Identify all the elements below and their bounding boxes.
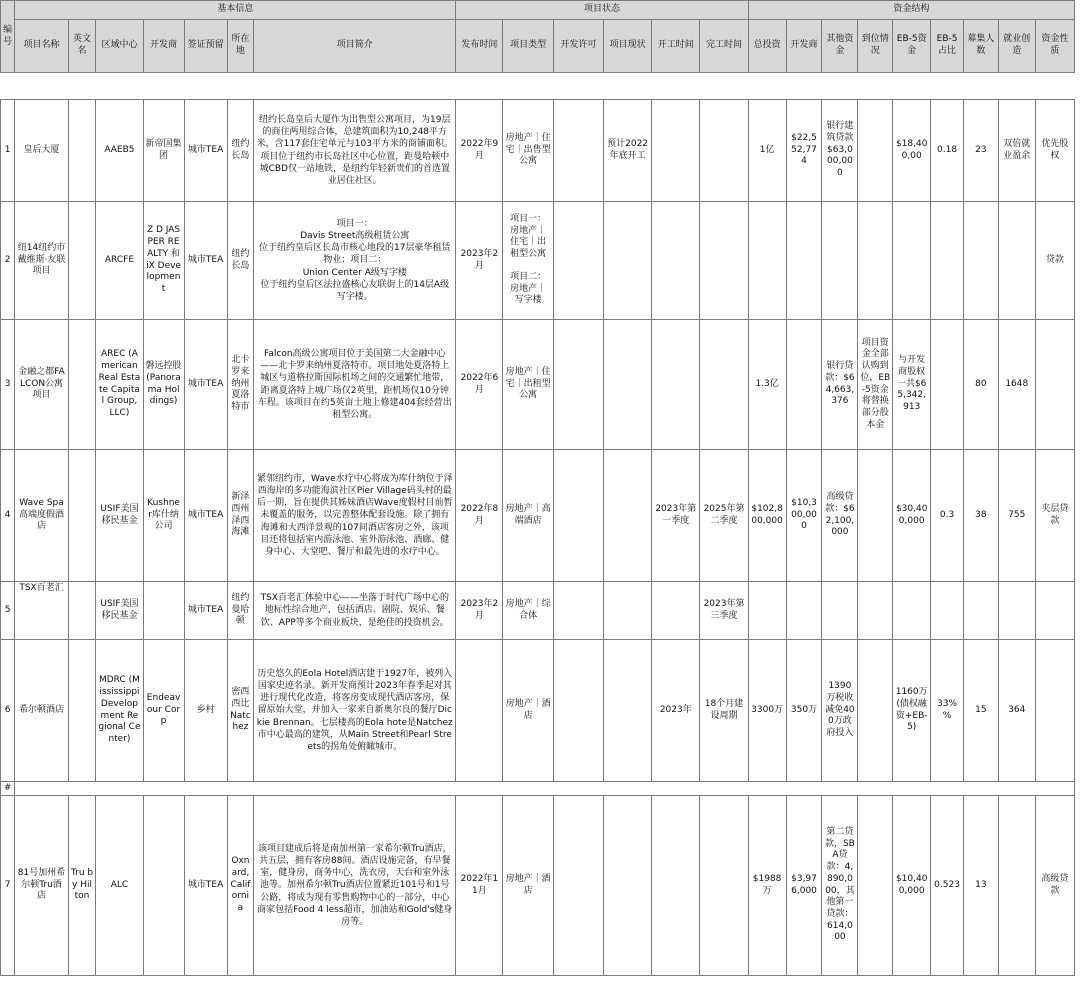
cell-dev-fund <box>786 582 822 640</box>
cell-permit <box>553 450 603 582</box>
spacer-cell <box>1 73 1075 100</box>
cell-no: 5 <box>1 582 15 640</box>
cell-published: 2022年8月 <box>456 450 503 582</box>
cell-eb5: $18,400,00 <box>893 100 931 202</box>
cell-status <box>603 450 651 582</box>
cell-name: 81号加州希尔顿Tru酒店 <box>15 796 68 976</box>
col-header: 签证预留 <box>184 20 227 73</box>
cell-visa: 城市TEA <box>184 202 227 320</box>
cell-start <box>652 796 700 976</box>
cell-status <box>603 582 651 640</box>
cell-intro: 纽约长岛皇后大厦作为出售型公寓项目，为19层的商住两用综合体，总建筑面积为10,248平方米，含117套住宅单元与103平方米的商铺面积。项目位于纽约市长岛社区中心位置，距曼哈顿中城CBD仅一站地铁，是纽约年轻新贵们的首选置业居住社区。 <box>254 100 456 202</box>
cell-name: 皇后大厦 <box>15 100 68 202</box>
cell-dev-fund: $22,552,774 <box>786 100 822 202</box>
cell-no: 7 <box>1 796 15 976</box>
cell-nature <box>1035 640 1074 782</box>
cell-center: MDRC (Mississippi Development Regional Center) <box>96 640 143 782</box>
cell-jobs <box>998 202 1035 320</box>
cell-dev-fund: $10,300,000 <box>786 450 822 582</box>
col-header: 项目类型 <box>503 20 553 73</box>
cell-nature: 夹层贷款 <box>1035 450 1074 582</box>
cell-investors: 23 <box>963 100 998 202</box>
type-line: 房地产｜ <box>510 225 547 236</box>
cell-arrival: 项目资金全部认购到位，EB-5资金将替换部分股本金 <box>858 320 893 450</box>
cell-total: 1.3亿 <box>748 320 786 450</box>
type-line: 项目二： <box>510 271 547 282</box>
cell-status <box>603 202 651 320</box>
col-header: 开发许可 <box>553 20 603 73</box>
cell-permit <box>553 202 603 320</box>
cell-visa: 城市TEA <box>184 582 227 640</box>
cell-name: Wave Spa高端度假酒店 <box>15 450 68 582</box>
cell-center: USIF美国移民基金 <box>96 582 143 640</box>
col-header: 项目简介 <box>254 20 456 73</box>
cell-finish <box>700 202 748 320</box>
cell-type: 房地产｜住宅｜出租型公寓 <box>503 320 553 450</box>
col-id-header: 编号 <box>1 1 15 73</box>
cell-published <box>456 640 503 782</box>
col-header: 总投资 <box>748 20 786 73</box>
col-header: 开发商 <box>786 20 822 73</box>
col-header: EB-5占比 <box>931 20 964 73</box>
col-header: 所在地 <box>227 20 254 73</box>
type-line: 项目一： <box>510 214 547 225</box>
cell-developer: Z D JASPER REALTY 和 iX Development <box>143 202 184 320</box>
cell-visa: 城市TEA <box>184 100 227 202</box>
cell-dev-fund <box>786 202 822 320</box>
cell-jobs <box>998 796 1035 976</box>
type-line: 写字楼 <box>514 295 542 306</box>
header-group-row <box>1 1 1075 20</box>
cell-dev-fund <box>786 320 822 450</box>
cell-finish: 18个月建设周期 <box>700 640 748 782</box>
cell-name: 金融之都FALCON公寓项目 <box>15 320 68 450</box>
cell-finish: 2025年第二季度 <box>700 450 748 582</box>
col-header: EB-5资金 <box>893 20 931 73</box>
cell-investors: 15 <box>963 640 998 782</box>
cell-total: $102,800,000 <box>748 450 786 582</box>
cell-nature: 贷款 <box>1035 202 1074 320</box>
cell-published: 2022年11月 <box>456 796 503 976</box>
cell-eb5: $30,400,000 <box>893 450 931 582</box>
table-row <box>1 100 1075 202</box>
col-header: 就业创造 <box>998 20 1035 73</box>
cell-other <box>822 582 858 640</box>
cell-intro <box>254 202 456 320</box>
cell-intro: Falcon高级公寓项目位于美国第二大金融中心——北卡罗来纳州夏洛特市。项目地处夏洛特上城区与道格拉斯国际机场之间的交通繁忙地带，距离夏洛特上城广场仅2英里，距机场仅10分钟车程。该项目在约5英亩土地上修建404套经营出租型公寓。 <box>254 320 456 450</box>
cell-total <box>748 202 786 320</box>
cell-arrival <box>858 796 893 976</box>
cell-center: ARCFE <box>96 202 143 320</box>
cell-jobs: 1648 <box>998 320 1035 450</box>
cell-intro: TSX百老汇体验中心——坐落于时代广场中心的地标性综合地产，包括酒店、剧院、娱乐、餐饮、APP等多个商业板块，是绝佳的投资机会。 <box>254 582 456 640</box>
cell-start: 2023年第一季度 <box>652 450 700 582</box>
intro-line: 位于纽约皇后区长岛市核心地段的17层豪华租赁物业；项目二： <box>259 243 451 266</box>
cell-name: TSX百老汇 <box>15 582 68 640</box>
table-row <box>1 450 1075 582</box>
cell-arrival <box>858 100 893 202</box>
cell-en <box>68 582 96 640</box>
cell-permit <box>553 796 603 976</box>
cell-eb5-ratio: 33%% <box>931 640 964 782</box>
cell-investors: 13 <box>963 796 998 976</box>
cell-finish <box>700 100 748 202</box>
col-header: 募集人数 <box>963 20 998 73</box>
cell-eb5-ratio: 0.3 <box>931 450 964 582</box>
cell-start: 2023年 <box>652 640 700 782</box>
type-line: 租型公寓 <box>510 249 547 260</box>
col-header: 完工时间 <box>700 20 748 73</box>
table-row <box>1 640 1075 782</box>
table-row <box>1 582 1075 640</box>
cell-location: 纽约曼哈顿 <box>227 582 254 640</box>
cell-visa: 城市TEA <box>184 450 227 582</box>
cell-developer <box>143 582 184 640</box>
cell-published: 2022年9月 <box>456 100 503 202</box>
cell-visa: 乡村 <box>184 640 227 782</box>
col-header: 项目现状 <box>603 20 651 73</box>
intro-line: Union Center A级写字楼 <box>302 267 407 278</box>
cell-no: 2 <box>1 202 15 320</box>
cell-no: 4 <box>1 450 15 582</box>
cell-location: 新泽西州泽西海滩 <box>227 450 254 582</box>
cell-developer: 磐远控股(Panorama Holdings) <box>143 320 184 450</box>
cell-total: $1988万 <box>748 796 786 976</box>
cell-developer: Endeavour Corp <box>143 640 184 782</box>
cell-arrival <box>858 640 893 782</box>
group-project-status: 项目状态 <box>456 1 748 20</box>
type-line: 房地产｜ <box>510 283 547 294</box>
cell-type: 房地产｜综合体 <box>503 582 553 640</box>
cell-finish: 2023年第三季度 <box>700 582 748 640</box>
table-row <box>1 202 1075 320</box>
cell-no: 6 <box>1 640 15 782</box>
col-header: 资金性质 <box>1035 20 1074 73</box>
cell-dev-fund: 350万 <box>786 640 822 782</box>
marker-row <box>1 782 1075 796</box>
cell-location: 密西西比Natchez <box>227 640 254 782</box>
col-header: 到位情况 <box>858 20 893 73</box>
cell-permit <box>553 582 603 640</box>
group-basic-info: 基本信息 <box>15 1 456 20</box>
cell-investors <box>963 582 998 640</box>
cell-en <box>68 100 96 202</box>
cell-type <box>503 202 553 320</box>
cell-investors: 80 <box>963 320 998 450</box>
cell-total: 3300万 <box>748 640 786 782</box>
cell-location: 北卡罗来纳州夏洛特市 <box>227 320 254 450</box>
cell-arrival <box>858 450 893 582</box>
cell-en <box>68 202 96 320</box>
cell-type: 房地产｜住宅｜出售型公寓 <box>503 100 553 202</box>
cell-intro: 历史悠久的Eola Hotel酒店建于1927年，被列入国家史迹名录。新开发商预计2023年春季起对其进行现代化改造，将客房变成现代酒店客房，保留原始大堂，并加入一家来自新奥尔良的餐厅Dickie Brennan。七层楼高的Eola hote是Natchez市中心最高的建筑，从Main Street和Pearl Streets的拐角处俯瞰城市。 <box>254 640 456 782</box>
cell-other: 银行建筑贷款$63,000,000 <box>822 100 858 202</box>
cell-arrival <box>858 202 893 320</box>
cell-jobs: 364 <box>998 640 1035 782</box>
cell-start <box>652 202 700 320</box>
cell-other <box>822 202 858 320</box>
cell-en <box>68 640 96 782</box>
intro-line: 位于纽约皇后区法拉盛核心友联街上的14层A级写字楼。 <box>260 279 450 302</box>
cell-arrival <box>858 582 893 640</box>
cell-center: ALC <box>96 796 143 976</box>
cell-finish <box>700 796 748 976</box>
hash-mark: # <box>1 782 15 796</box>
cell-eb5-ratio <box>931 582 964 640</box>
cell-start <box>652 100 700 202</box>
cell-type: 房地产｜高端酒店 <box>503 450 553 582</box>
cell-visa: 城市TEA <box>184 796 227 976</box>
cell-permit <box>553 640 603 782</box>
cell-jobs: 755 <box>998 450 1035 582</box>
col-header: 发布时间 <box>456 20 503 73</box>
intro-line: Davis Street高级租赁公寓 <box>300 231 410 242</box>
col-header: 开发商 <box>143 20 184 73</box>
cell-en <box>68 450 96 582</box>
cell-dev-fund: $3,976,000 <box>786 796 822 976</box>
cell-nature: 高级贷款 <box>1035 796 1074 976</box>
cell-other: 银行贷款：$64,663,376 <box>822 320 858 450</box>
cell-start <box>652 582 700 640</box>
cell-eb5 <box>893 582 931 640</box>
cell-no: 1 <box>1 100 15 202</box>
cell-developer: 新帝国集团 <box>143 100 184 202</box>
cell-finish <box>700 320 748 450</box>
cell-eb5: 与开发商股权一共$65,342,913 <box>893 320 931 450</box>
group-fund-structure: 资金结构 <box>748 1 1074 20</box>
cell-eb5-ratio: 0.18 <box>931 100 964 202</box>
cell-eb5 <box>893 202 931 320</box>
cell-visa: 城市TEA <box>184 320 227 450</box>
cell-status <box>603 640 651 782</box>
cell-name: 希尔顿酒店 <box>15 640 68 782</box>
cell-jobs <box>998 582 1035 640</box>
cell-investors: 38 <box>963 450 998 582</box>
cell-type: 房地产｜酒店 <box>503 640 553 782</box>
cell-published: 2023年2月 <box>456 582 503 640</box>
header-column-row <box>1 20 1075 73</box>
cell-permit <box>553 320 603 450</box>
cell-eb5-ratio <box>931 202 964 320</box>
cell-intro: 紧邻纽约市，Wave水疗中心将成为库什纳位于泽西海岸的多功能海滨社区Pier Village码头村的最后一期，旨在提供其姊妹酒店Wave度假村目前暂未覆盖的服务，以完善整体配套设施。除了拥有海滩和大西洋景观的107间酒店客房之外，该项目还将包括室内游泳池、室外游泳池、酒廊、健身中心、大堂吧、餐厅和最先进的水疗中心。 <box>254 450 456 582</box>
cell-status: 预计2022年底开工 <box>603 100 651 202</box>
cell-status <box>603 320 651 450</box>
cell-nature: 优先股权 <box>1035 100 1074 202</box>
cell-intro: 该项目建成后将是南加州第一家希尔顿Tru酒店，共五层，拥有客房88间。酒店设施完备，有早餐室，健身房，商务中心，洗衣房，天台和室外泳池等。加州希尔顿Tru酒店位置紧近101号和1号公路，将成为现有零售购物中心的一部分，中心商家包括Food 4 less超市，加油站和Gold's健身房等。 <box>254 796 456 976</box>
cell-eb5-ratio <box>931 320 964 450</box>
col-header: 项目名称 <box>15 20 68 73</box>
cell-start <box>652 320 700 450</box>
cell-center: AAEB5 <box>96 100 143 202</box>
cell-location: 纽约长岛 <box>227 100 254 202</box>
cell-published: 2023年2月 <box>456 202 503 320</box>
cell-eb5: 1160万(债权融资+EB-5) <box>893 640 931 782</box>
cell-investors <box>963 202 998 320</box>
marker-cell <box>15 782 1075 796</box>
col-header: 其他资金 <box>822 20 858 73</box>
cell-center: USIF美国移民基金 <box>96 450 143 582</box>
cell-en: Tru by Hilton <box>68 796 96 976</box>
cell-type: 房地产｜酒店 <box>503 796 553 976</box>
cell-other: 第二贷款，SBA贷款：4,890,000，其他第一贷款：614,000 <box>822 796 858 976</box>
table-row <box>1 796 1075 976</box>
intro-line: 项目一： <box>336 219 373 229</box>
type-line: 住宅｜出 <box>510 237 547 248</box>
cell-nature <box>1035 582 1074 640</box>
cell-location: Oxnard, California <box>227 796 254 976</box>
spacer-row <box>1 73 1075 100</box>
cell-location: 纽约长岛 <box>227 202 254 320</box>
cell-eb5: $10,400,000 <box>893 796 931 976</box>
col-header: 英文名 <box>68 20 96 73</box>
cell-nature <box>1035 320 1074 450</box>
cell-total <box>748 582 786 640</box>
cell-other: 1390万税收减免400万政府投入 <box>822 640 858 782</box>
cell-name: 纽14纽约市戴维斯·友联项目 <box>15 202 68 320</box>
col-header: 区域中心 <box>96 20 143 73</box>
cell-status <box>603 796 651 976</box>
type-line <box>505 261 550 272</box>
cell-eb5-ratio: 0.523 <box>931 796 964 976</box>
cell-jobs: 双倍就业盈余 <box>998 100 1035 202</box>
cell-other: 高级贷款：$62,100,000 <box>822 450 858 582</box>
cell-developer: Kushner库什纳公司 <box>143 450 184 582</box>
cell-center: AREC (American Real Estate Capital Group, LLC) <box>96 320 143 450</box>
cell-total: 1亿 <box>748 100 786 202</box>
cell-developer <box>143 796 184 976</box>
table-row <box>1 320 1075 450</box>
cell-no: 3 <box>1 320 15 450</box>
cell-en <box>68 320 96 450</box>
cell-permit <box>553 100 603 202</box>
cell-published: 2022年6月 <box>456 320 503 450</box>
col-header: 开工时间 <box>652 20 700 73</box>
